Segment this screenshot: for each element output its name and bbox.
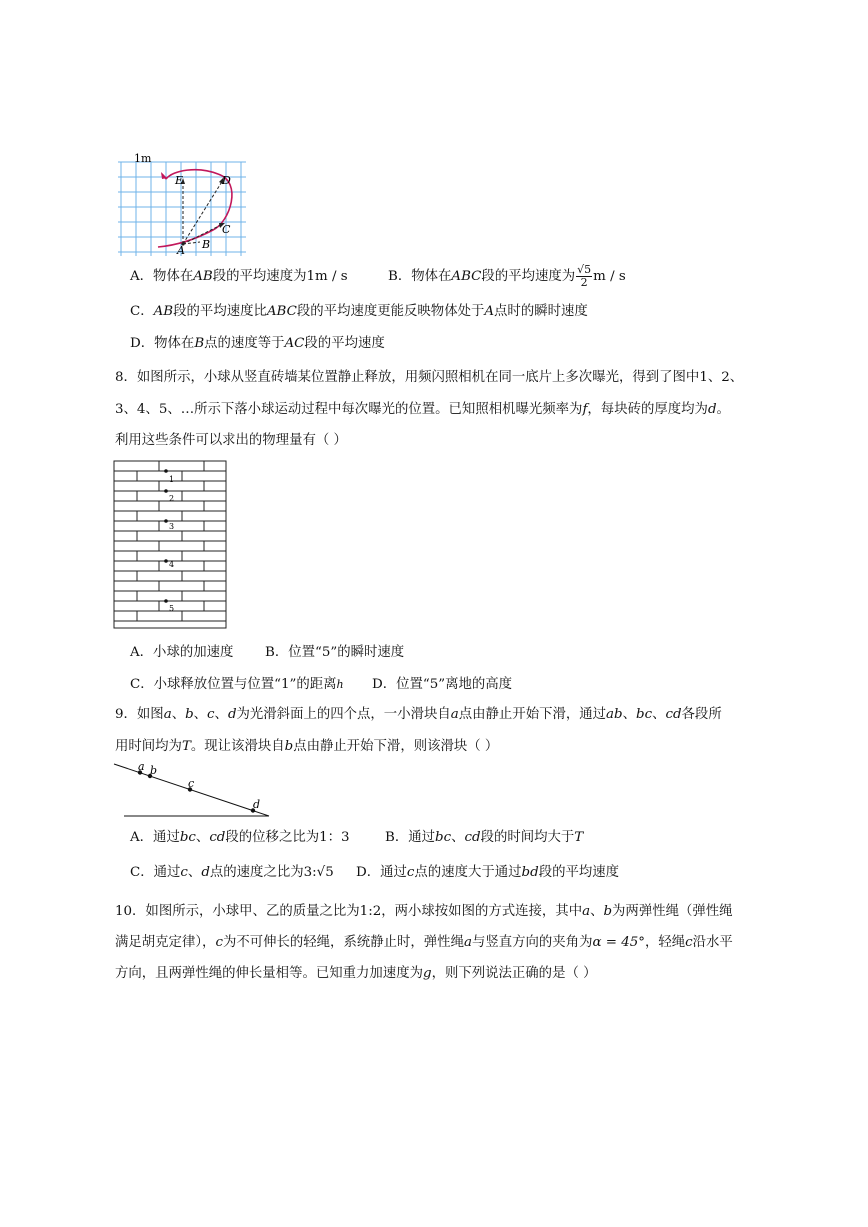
q8-stem-line3: 利用这些条件可以求出的物理量有（ ） [115, 433, 347, 448]
label-e: E [175, 174, 184, 187]
q9-option-b: B．通过bc、cd段的时间均大于T [385, 830, 584, 845]
incline-label-a: a [138, 760, 145, 773]
q8-option-d: D．位置“5”离地的高度 [372, 677, 513, 692]
pos-2: 2 [169, 494, 175, 503]
incline-label-b: b [150, 764, 158, 777]
label-d: D [222, 174, 231, 187]
q10-stem-line3: 方向，且两弹性绳的伸长量相等。已知重力加速度为g，则下列说法正确的是（ ） [115, 966, 597, 981]
label-b: B [202, 238, 211, 251]
brick-wall-figure [113, 460, 229, 630]
q7-option-b: B．物体在ABC段的平均速度为 $\frac{√5}{2}$ m / s [388, 263, 626, 289]
incline-label-d: d [253, 798, 261, 811]
q9-option-c: C．通过c、d点的速度之比为3:√5 [130, 865, 334, 880]
motion-grid-figure [118, 152, 248, 256]
q9-stem-line1: 9．如图a、b、c、d为光滑斜面上的四个点，一小滑块自a点由静止开始下滑，通过ab、bc、cd各段所 [115, 707, 722, 722]
q9-option-d: D．通过c点的速度大于通过bd段的平均速度 [356, 865, 620, 880]
q8-option-a: A．小球的加速度 [130, 645, 234, 660]
q10-stem-line1: 10．如图所示，小球甲、乙的质量之比为1:2，两小球按如图的方式连接，其中a、b为两弹性绳（弹性绳 [115, 904, 733, 919]
q10-stem-line2: 满足胡克定律），c为不可伸长的轻绳，系统静止时，弹性绳a与竖直方向的夹角为α = 45°，轻绳c沿水平 [115, 935, 733, 950]
q8-stem-line1: 8．如图所示，小球从竖直砖墙某位置静止释放，用频闪照相机在同一底片上多次曝光，得到了图中1、2、 [115, 370, 744, 385]
q7-option-c: C．AB段的平均速度比ABC段的平均速度更能反映物体处于A点时的瞬时速度 [130, 304, 588, 319]
incline-figure [112, 758, 272, 820]
q7-option-a: A．物体在AB段的平均速度为1m / s [130, 269, 348, 284]
q9-option-a: A．通过bc、cd段的位移之比为1：3 [130, 830, 350, 845]
incline-label-c: c [188, 777, 195, 790]
pos-1: 1 [169, 475, 175, 484]
pos-5: 5 [169, 604, 175, 613]
q7-option-d: D．物体在B点的速度等于AC段的平均速度 [130, 336, 385, 351]
q8-stem-line2: 3、4、5、…所示下落小球运动过程中每次曝光的位置。已知照相机曝光频率为f，每块砖的厚度均为d。 [115, 402, 730, 417]
label-c: C [222, 223, 231, 236]
pos-4: 4 [169, 560, 175, 569]
label-a: A [177, 244, 185, 256]
q8-option-c: C．小球释放位置与位置“1”的距离h [130, 677, 344, 692]
pos-3: 3 [169, 522, 175, 531]
scale-label: 1m [134, 152, 152, 165]
q9-stem-line2: 用时间均为T。现让该滑块自b点由静止开始下滑，则该滑块（ ） [115, 739, 499, 754]
q8-option-b: B．位置“5”的瞬时速度 [265, 645, 405, 660]
